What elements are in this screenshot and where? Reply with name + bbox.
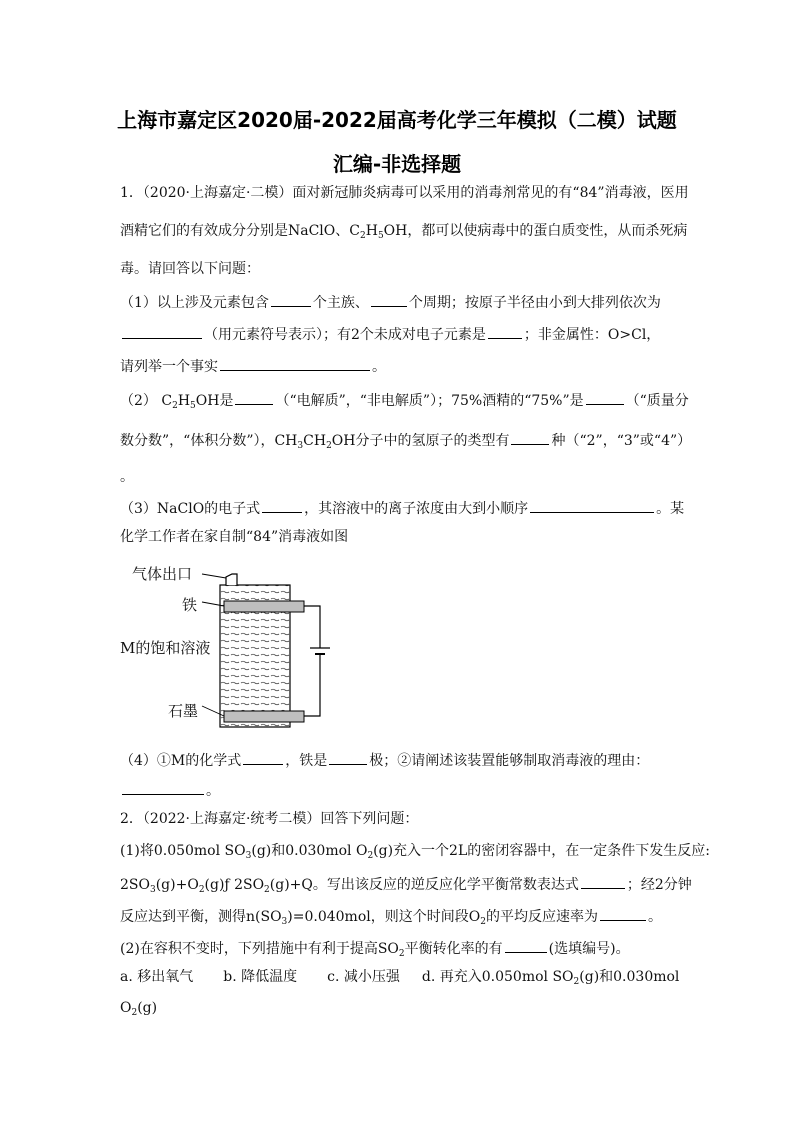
answer-blank[interactable] [530, 500, 654, 513]
q1-part3-line-1: （3）NaClO的电子式 ，其溶液中的离子浓度由大到小顺序 。某 [120, 501, 685, 517]
answer-blank[interactable] [371, 294, 407, 307]
gas-outlet-tube [226, 574, 237, 585]
q1-part4-line-2: 。 [120, 782, 680, 798]
answer-blank[interactable] [243, 752, 283, 765]
q1-intro-line-3: 毒。请回答以下问题： [120, 261, 260, 277]
label-iron: 铁 [182, 596, 198, 614]
answer-blank[interactable] [271, 294, 311, 307]
q2-part2-options [120, 970, 680, 987]
answer-blank[interactable] [600, 908, 646, 921]
answer-blank[interactable] [581, 876, 625, 889]
option-b: b. 降低温度 [223, 969, 298, 985]
electrolysis-diagram [120, 560, 350, 740]
q1-part3-line-2: 化学工作者在家自制“84”消毒液如图 [120, 529, 349, 545]
q1-part1-line-1: （1）以上涉及元素包含 个主族、 个周期；按原子半径由小到大排列依次为 [120, 295, 661, 311]
circuit-wire-top [304, 606, 320, 648]
q2-intro: 2．（2022·上海嘉定·统考二模）回答下列问题： [120, 811, 419, 827]
answer-blank[interactable] [122, 326, 202, 339]
q1-intro-line-2: 酒精它们的有效成分分别是NaClO、$C_2H_5OH$，都可以使病毒中的蛋白质变性，从而杀死病 [120, 223, 688, 241]
iron-electrode [224, 601, 304, 612]
answer-blank[interactable] [505, 940, 547, 953]
answer-blank[interactable] [488, 326, 522, 339]
page-title-line-1: 上海市嘉定区2020届-2022届高考化学三年模拟（二模）试题 [117, 108, 677, 132]
q1-part4-line-1: （4）①M的化学式 ，铁是 极；②请阐述该装置能够制取消毒液的理由： [120, 753, 650, 769]
answer-blank[interactable] [511, 432, 549, 445]
leader-line [202, 574, 226, 578]
label-saturated-solution: M的饱和溶液 [120, 639, 211, 657]
answer-blank[interactable] [262, 500, 302, 513]
q1-part1-line-3: 请列举一个事实 。 [120, 359, 386, 375]
answer-blank[interactable] [122, 782, 204, 795]
circuit-wire-bottom [304, 654, 320, 716]
q2-part1-line-2: $2SO_3(g)+O_2(g)ƒ$ $2SO_2(g)+Q$。写出该反应的逆反应化学平衡常数表达式 ；经2分钟 [120, 877, 692, 895]
q1-part2-line-1: （2） $C_2H_5OH$是 （“电解质”，“非电解质”）；75%酒精的“75%”是 （“质量分 [120, 393, 689, 411]
label-graphite: 石墨 [168, 702, 199, 720]
option-a: a. 移出氧气 [120, 969, 194, 985]
option-c: c. 减小压强 [327, 969, 400, 985]
q1-part1-line-2: （用元素符号表示）；有2个未成对电子元素是 ；非金属性：O>Cl， [120, 326, 680, 342]
answer-blank[interactable] [586, 392, 624, 405]
answer-blank[interactable] [329, 752, 367, 765]
q1-part2-line-3: 。 [120, 469, 134, 485]
answer-blank[interactable] [220, 358, 370, 371]
answer-blank[interactable] [235, 392, 273, 405]
q2-part1-line-1: (1)将0.050mol $SO_3(g)$和0.030mol $O_2(g)$充入一个2L的密闭容器中，在一定条件下发生反应: [120, 843, 710, 861]
q2-part2-line-1: (2)在容积不变时，下列措施中有利于提高$SO_2$平衡转化率的有 (选填编号)。 [120, 941, 630, 959]
option-d: d. 再充入0.050mol $SO_2(g)$和0.030mol [421, 969, 680, 987]
label-gas-outlet: 气体出口 [132, 565, 193, 583]
graphite-electrode [224, 711, 304, 722]
q2-part1-line-3: 反应达到平衡，测得$n(SO_3)=0.040mol$，则这个时间段$O_2$的平均反应速率为 。 [120, 909, 662, 927]
q1-intro-line-1: 1．（2020·上海嘉定·二模）面对新冠肺炎病毒可以采用的消毒剂常见的有“84”消毒液，医用 [120, 185, 689, 201]
q2-part2-options-cont: $O_2(g)$ [120, 1000, 158, 1018]
q1-part2-line-2: 数分数”，“体积分数”），$CH_3CH_2OH$分子中的氢原子的类型有 种（“2”，“3”或“4”） [120, 433, 692, 451]
page-title-line-2: 汇编-非选择题 [332, 152, 462, 176]
